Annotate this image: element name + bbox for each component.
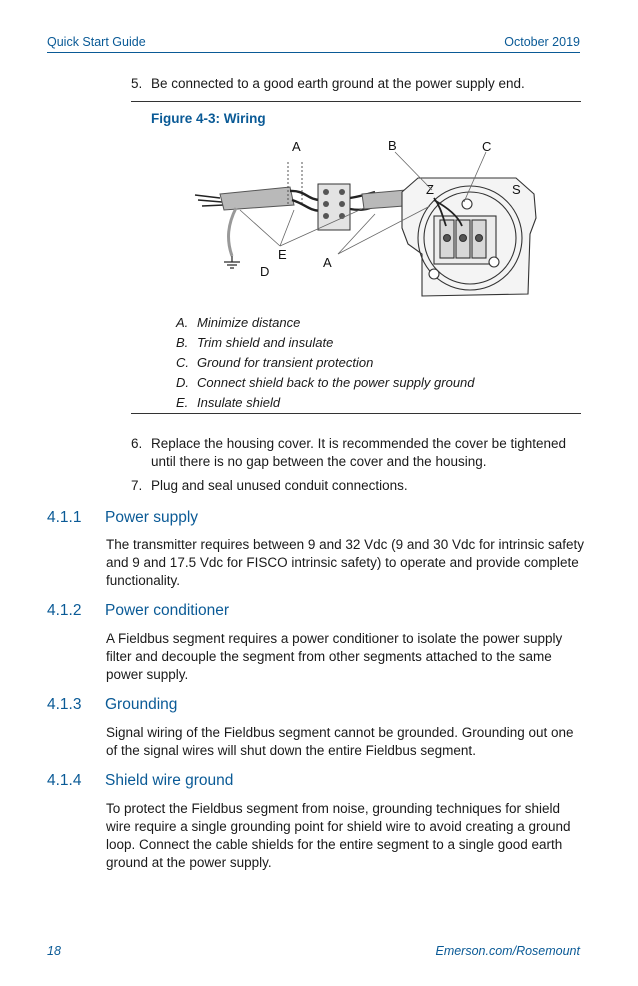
terminal-block: [318, 184, 350, 230]
step-number: 7.: [131, 478, 143, 493]
step-text: Replace the housing cover. It is recommended the cover be tightened until there is no gap between the cover and the housing.: [151, 436, 566, 469]
section-body: Signal wiring of the Fieldbus segment cannot be grounded. Grounding out one of the signal wires will shut down the entire Fieldbus segment.: [106, 725, 574, 758]
section-body: The transmitter requires between 9 and 32 Vdc (9 and 30 Vdc for intrinsic safety and 9 and 17.5 Vdc for FISCO intrinsic safety) to operate and provide complete functionality.: [106, 537, 584, 588]
wiring-figure: [190, 134, 550, 304]
wiring-diagram: [190, 134, 550, 304]
step-number: 5.: [131, 76, 143, 91]
section-number: 4.1.3: [47, 696, 82, 713]
section-body: A Fieldbus segment requires a power conditioner to isolate the power supply filter and decouple the segment from other segments attached to the same power supply.: [106, 631, 563, 682]
section-number: 4.1.2: [47, 602, 82, 619]
legend-key: D.: [176, 375, 189, 390]
section-title: Grounding: [105, 696, 178, 713]
housing-mark-s: S: [512, 182, 521, 197]
callout-b: B: [388, 138, 397, 153]
legend-key: E.: [176, 395, 189, 410]
section-title: Power supply: [105, 509, 199, 526]
footer-website: Emerson.com/Rosemount: [435, 944, 580, 958]
section-number: 4.1.4: [47, 772, 82, 789]
legend-key: C.: [176, 355, 189, 370]
callout-d: D: [260, 264, 270, 279]
legend-key: B.: [176, 335, 189, 350]
step-text: Be connected to a good earth ground at the power supply end.: [151, 76, 525, 91]
legend-text: Ground for transient protection: [197, 355, 374, 370]
legend-text: Insulate shield: [197, 395, 281, 410]
housing-mark-z: Z: [426, 182, 434, 197]
wire-ends: [195, 195, 224, 206]
header-doc-title: Quick Start Guide: [47, 35, 146, 49]
callout-a-top: A: [292, 139, 301, 154]
section-body: To protect the Fieldbus segment from noise, grounding techniques for shield wire require a single grounding point for shield wire to avoid creating a ground loop. Connect the cable shields for the entire segment to a single good earth ground at the power supply.: [106, 801, 571, 870]
header-date: October 2019: [504, 35, 580, 49]
callout-a-bottom: A: [323, 255, 332, 270]
legend-text: Connect shield back to the power supply ground: [197, 375, 475, 390]
ground-symbol: [224, 256, 240, 268]
page-number: 18: [47, 944, 61, 958]
legend-text: Minimize distance: [197, 315, 301, 330]
legend-text: Trim shield and insulate: [197, 335, 334, 350]
figure-top-rule: [131, 101, 581, 102]
legend-key: A.: [176, 315, 189, 330]
section-title: Shield wire ground: [105, 772, 234, 789]
step-number: 6.: [131, 436, 143, 451]
left-cable: [220, 187, 294, 210]
page-header: [47, 34, 580, 53]
shield-drain-wire: [229, 208, 236, 256]
section-number: 4.1.1: [47, 509, 82, 526]
figure-title: Figure 4-3: Wiring: [151, 111, 266, 126]
figure-bottom-rule: [131, 413, 581, 414]
section-title: Power conditioner: [105, 602, 230, 619]
callout-e: E: [278, 247, 287, 262]
step-text: Plug and seal unused conduit connections.: [151, 478, 408, 493]
callout-c: C: [482, 139, 492, 154]
